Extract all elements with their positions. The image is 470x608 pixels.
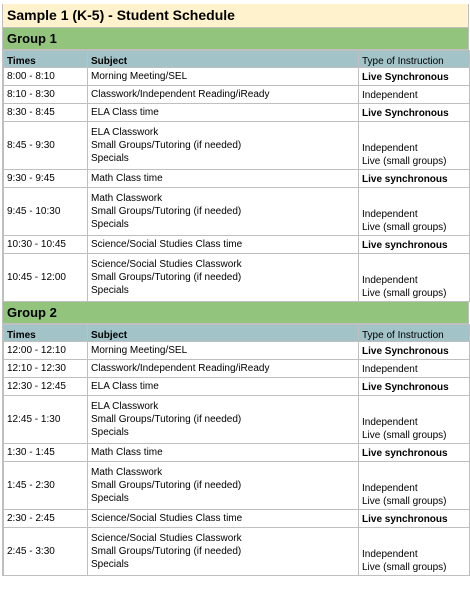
subject-cell	[88, 444, 359, 462]
subject-line: Science/Social Studies Class time	[91, 513, 243, 524]
subject-line: Small Groups/Tutoring (if needed)	[91, 546, 242, 557]
instruction-type-line: Live (small groups)	[362, 288, 447, 299]
instruction-type-line: Independent	[362, 143, 418, 154]
instruction-type-line: Independent	[362, 90, 418, 101]
instruction-type-line: Live Synchronous	[362, 382, 449, 393]
time-cell: 1:45 - 2:30	[4, 462, 88, 510]
table-row	[4, 254, 470, 302]
table-row	[4, 396, 470, 444]
instruction-type-cell	[359, 104, 470, 122]
time-cell: 12:00 - 12:10	[4, 342, 88, 360]
time-cell: 8:30 - 8:45	[4, 104, 88, 122]
time-cell: 2:45 - 3:30	[4, 528, 88, 576]
table-row	[4, 444, 470, 462]
instruction-type-cell	[359, 188, 470, 236]
schedule-table	[3, 324, 470, 576]
time-cell: 1:30 - 1:45	[4, 444, 88, 462]
subject-line: Small Groups/Tutoring (if needed)	[91, 206, 242, 217]
header-subject: Subject	[88, 325, 359, 342]
time-cell: 10:45 - 12:00	[4, 254, 88, 302]
instruction-type-cell	[359, 254, 470, 302]
subject-line: Math Class time	[91, 447, 163, 458]
instruction-type-line: Live Synchronous	[362, 346, 449, 357]
subject-line: ELA Class time	[91, 381, 159, 392]
subject-line: Math Class time	[91, 173, 163, 184]
instruction-type-line: Live (small groups)	[362, 156, 447, 167]
header-times: Times	[4, 51, 88, 68]
time-cell: 9:30 - 9:45	[4, 170, 88, 188]
subject-line: ELA Classwork	[91, 401, 159, 412]
subject-line: Math Classwork	[91, 193, 163, 204]
instruction-type-cell	[359, 462, 470, 510]
subject-cell	[88, 122, 359, 170]
subject-cell	[88, 378, 359, 396]
time-cell: 9:45 - 10:30	[4, 188, 88, 236]
subject-line: Specials	[91, 219, 129, 230]
instruction-type-line: Live Synchronous	[362, 72, 449, 83]
instruction-type-cell	[359, 170, 470, 188]
table-row	[4, 122, 470, 170]
table-row	[4, 236, 470, 254]
table-row	[4, 188, 470, 236]
instruction-type-cell	[359, 528, 470, 576]
instruction-type-line: Live synchronous	[362, 514, 448, 525]
schedule-sheet	[2, 4, 469, 576]
subject-line: Specials	[91, 285, 129, 296]
subject-line: Specials	[91, 427, 129, 438]
time-cell: 8:45 - 9:30	[4, 122, 88, 170]
time-cell: 10:30 - 10:45	[4, 236, 88, 254]
subject-line: Small Groups/Tutoring (if needed)	[91, 272, 242, 283]
table-row	[4, 360, 470, 378]
subject-line: Morning Meeting/SEL	[91, 71, 188, 82]
instruction-type-cell	[359, 86, 470, 104]
instruction-type-line: Independent	[362, 417, 418, 428]
subject-cell	[88, 360, 359, 378]
page-title: Sample 1 (K-5) - Student Schedule	[3, 4, 469, 28]
instruction-type-line: Independent	[362, 209, 418, 220]
table-row	[4, 68, 470, 86]
header-subject: Subject	[88, 51, 359, 68]
instruction-type-line: Live synchronous	[362, 240, 448, 251]
instruction-type-line: Live Synchronous	[362, 108, 449, 119]
subject-cell	[88, 170, 359, 188]
subject-cell	[88, 510, 359, 528]
subject-line: Science/Social Studies Classwork	[91, 533, 242, 544]
subject-cell	[88, 188, 359, 236]
instruction-type-cell	[359, 510, 470, 528]
table-row	[4, 528, 470, 576]
instruction-type-line: Independent	[362, 275, 418, 286]
instruction-type-cell	[359, 444, 470, 462]
instruction-type-line: Independent	[362, 549, 418, 560]
subject-cell	[88, 254, 359, 302]
instruction-type-cell	[359, 236, 470, 254]
subject-cell	[88, 86, 359, 104]
subject-line: Science/Social Studies Classwork	[91, 259, 242, 270]
instruction-type-line: Independent	[362, 483, 418, 494]
schedule-table	[3, 50, 470, 302]
subject-cell	[88, 396, 359, 444]
subject-cell	[88, 104, 359, 122]
instruction-type-line: Live (small groups)	[362, 562, 447, 573]
instruction-type-cell	[359, 68, 470, 86]
subject-cell	[88, 528, 359, 576]
table-row	[4, 104, 470, 122]
time-cell: 8:10 - 8:30	[4, 86, 88, 104]
table-row	[4, 170, 470, 188]
table-row	[4, 462, 470, 510]
time-cell: 8:00 - 8:10	[4, 68, 88, 86]
instruction-type-cell	[359, 396, 470, 444]
table-row	[4, 86, 470, 104]
header-type-of-instruction: Type of Instruction	[359, 51, 470, 68]
instruction-type-line: Live (small groups)	[362, 496, 447, 507]
instruction-type-line: Live (small groups)	[362, 222, 447, 233]
instruction-type-cell	[359, 342, 470, 360]
subject-line: Science/Social Studies Class time	[91, 239, 243, 250]
subject-cell	[88, 68, 359, 86]
time-cell: 2:30 - 2:45	[4, 510, 88, 528]
subject-line: ELA Classwork	[91, 127, 159, 138]
table-row	[4, 378, 470, 396]
header-type-of-instruction: Type of Instruction	[359, 325, 470, 342]
time-cell: 12:45 - 1:30	[4, 396, 88, 444]
table-row	[4, 342, 470, 360]
subject-line: Small Groups/Tutoring (if needed)	[91, 414, 242, 425]
header-times: Times	[4, 325, 88, 342]
subject-line: Classwork/Independent Reading/iReady	[91, 363, 270, 374]
table-header-row	[4, 51, 470, 68]
subject-line: Math Classwork	[91, 467, 163, 478]
subject-line: Classwork/Independent Reading/iReady	[91, 89, 270, 100]
subject-line: Specials	[91, 153, 129, 164]
table-row	[4, 510, 470, 528]
instruction-type-cell	[359, 378, 470, 396]
subject-cell	[88, 342, 359, 360]
groups-container	[3, 28, 469, 576]
group-heading: Group 1	[3, 28, 469, 50]
subject-cell	[88, 462, 359, 510]
instruction-type-cell	[359, 122, 470, 170]
subject-line: Small Groups/Tutoring (if needed)	[91, 480, 242, 491]
instruction-type-line: Live (small groups)	[362, 430, 447, 441]
subject-line: ELA Class time	[91, 107, 159, 118]
time-cell: 12:30 - 12:45	[4, 378, 88, 396]
instruction-type-cell	[359, 360, 470, 378]
subject-line: Specials	[91, 493, 129, 504]
subject-line: Morning Meeting/SEL	[91, 345, 188, 356]
instruction-type-line: Live synchronous	[362, 448, 448, 459]
group-heading: Group 2	[3, 302, 469, 324]
time-cell: 12:10 - 12:30	[4, 360, 88, 378]
subject-line: Specials	[91, 559, 129, 570]
subject-cell	[88, 236, 359, 254]
instruction-type-line: Independent	[362, 364, 418, 375]
subject-line: Small Groups/Tutoring (if needed)	[91, 140, 242, 151]
table-header-row	[4, 325, 470, 342]
instruction-type-line: Live synchronous	[362, 174, 448, 185]
